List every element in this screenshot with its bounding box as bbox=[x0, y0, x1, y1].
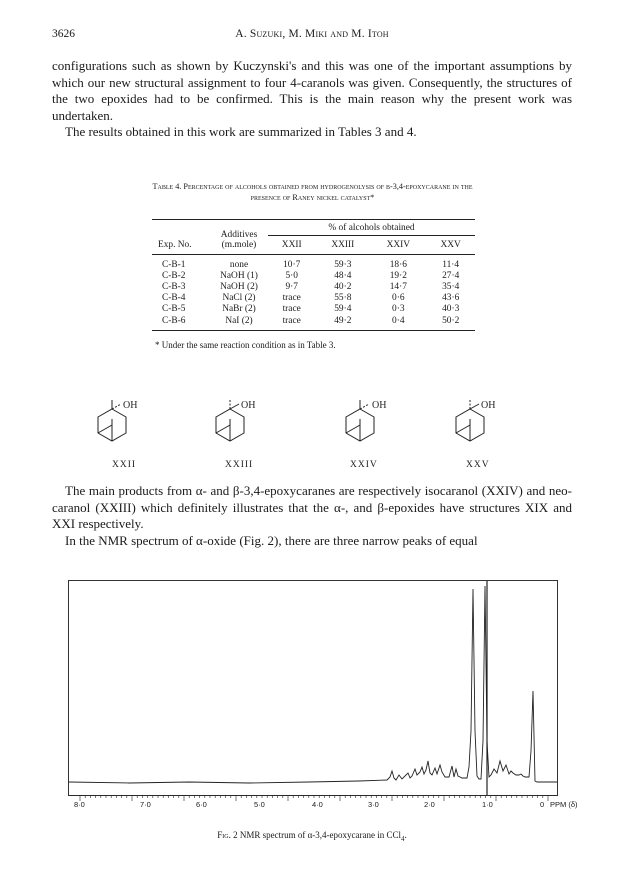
table-4-caption: Table 4. Percentage of alcohols obtained from hydrogenolysis of β-3,4-epoxycarane in the presence of Raney nickel catalyst* bbox=[152, 182, 473, 202]
oh-label: OH bbox=[123, 400, 138, 411]
col-header-alcohol: XXIV bbox=[386, 240, 411, 250]
structure-label: XXV bbox=[466, 460, 490, 470]
table-row bbox=[152, 255, 475, 271]
value-cell: 48·4 bbox=[334, 270, 352, 281]
additive-cell: NaCl (2) bbox=[222, 293, 256, 304]
structure-xxii bbox=[88, 397, 168, 453]
value-cell: 43·6 bbox=[442, 293, 460, 304]
col-header-alcohol: XXII bbox=[281, 240, 302, 250]
nmr-spectrum-frame bbox=[68, 580, 558, 796]
axis-tick-label: 1·0 bbox=[482, 800, 493, 809]
group-header-label: % of alcohols obtained bbox=[268, 223, 475, 236]
value-cell: 9·7 bbox=[285, 281, 298, 292]
figure-2-caption bbox=[0, 830, 624, 843]
value-cell: 0·6 bbox=[392, 293, 405, 304]
value-cell: 35·4 bbox=[442, 281, 460, 292]
table-row bbox=[152, 315, 475, 331]
discussion-paragraph bbox=[52, 483, 572, 549]
col-header-alcohol: XXV bbox=[440, 240, 461, 250]
value-cell: 19·2 bbox=[389, 270, 407, 281]
additive-cell: NaI (2) bbox=[225, 315, 253, 326]
structure-xxiv-drawing bbox=[330, 397, 410, 453]
intro-paragraph bbox=[52, 58, 572, 141]
structure-xxii-drawing bbox=[88, 397, 168, 453]
nmr-sentence: In the NMR spectrum of α-oxide (Fig. 2), there are three narrow peaks of equal bbox=[65, 532, 478, 548]
value-cell: 0·4 bbox=[392, 315, 405, 326]
oh-label: OH bbox=[241, 400, 256, 411]
structure-xxv-drawing bbox=[446, 397, 526, 453]
value-cell: 49·2 bbox=[334, 315, 352, 326]
value-cell: 59·4 bbox=[334, 304, 352, 315]
figure-2-caption-text: NMR spectrum of α-3,4-epoxycarane in CCl bbox=[239, 830, 402, 840]
value-cell: trace bbox=[282, 293, 301, 304]
exp-cell: C-B-4 bbox=[162, 293, 186, 304]
value-cell: 55·8 bbox=[334, 293, 352, 304]
page-number: 3626 bbox=[52, 28, 75, 40]
exp-cell: C-B-2 bbox=[162, 270, 186, 281]
structure-label: XXII bbox=[112, 460, 137, 470]
structure-label: XXIV bbox=[350, 460, 378, 470]
value-cell: 40·3 bbox=[442, 304, 460, 315]
exp-cell: C-B-3 bbox=[162, 281, 186, 292]
additive-cell: NaOH (1) bbox=[220, 270, 258, 281]
running-title-authors: A. Suzuki, M. Miki and M. Itoh bbox=[235, 28, 389, 40]
col-additives-line1: Additives bbox=[220, 230, 258, 240]
group-header bbox=[268, 220, 475, 239]
structure-xxv bbox=[446, 397, 526, 453]
col-additives-line2: (m.mole) bbox=[221, 240, 257, 250]
figure-2-label: Fig. 2 bbox=[217, 830, 238, 840]
discussion-text: The main products from α- and β-3,4-epoxycaranes are respectively isocaranol (XXIV) and neo-caranol (XXIII) which definitely illustrates that the α-, and β-epoxides have structures XIX and XXI respectively. bbox=[52, 483, 572, 531]
value-cell: 18·6 bbox=[389, 259, 407, 270]
value-cell: 50·2 bbox=[442, 315, 460, 326]
value-cell: 11·4 bbox=[442, 259, 460, 270]
axis-tick-label: 5·0 bbox=[254, 800, 265, 809]
exp-cell: C-B-5 bbox=[162, 304, 186, 315]
exp-cell: C-B-6 bbox=[162, 315, 186, 326]
axis-tick-label: 6·0 bbox=[196, 800, 207, 809]
results-sentence: The results obtained in this work are summarized in Tables 3 and 4. bbox=[65, 124, 417, 139]
additive-cell: none bbox=[229, 259, 249, 270]
figure-2-caption-end: . bbox=[404, 830, 407, 840]
col-exp-header-label: Exp. No. bbox=[158, 240, 192, 250]
exp-cell: C-B-1 bbox=[162, 259, 186, 270]
value-cell: 40·2 bbox=[334, 281, 352, 292]
nmr-spectrum-trace bbox=[69, 581, 557, 795]
oh-label: OH bbox=[481, 400, 496, 411]
axis-tick-label: 3·0 bbox=[368, 800, 379, 809]
axis-tick-label: 4·0 bbox=[312, 800, 323, 809]
col-additives-header bbox=[210, 220, 268, 255]
value-cell: 10·7 bbox=[283, 259, 301, 270]
value-cell: trace bbox=[282, 304, 301, 315]
value-cell: trace bbox=[282, 315, 301, 326]
value-cell: 59·3 bbox=[334, 259, 352, 270]
table-row bbox=[152, 270, 475, 281]
oh-label: OH bbox=[372, 400, 387, 411]
structure-xxiii bbox=[200, 397, 280, 453]
col-header-alcohol: XXIII bbox=[331, 240, 355, 250]
axis-tick-label: 0 bbox=[540, 800, 545, 809]
structure-xxiii-drawing bbox=[200, 397, 280, 453]
structure-xxiv bbox=[330, 397, 410, 453]
intro-paragraph-text: configurations such as shown by Kuczynski's and this was one of the important assumptions by which our new structural assignment to four 4-caranols was given. Consequently, the structures of the two epoxides had to be confirmed. This is the main reason why the present work was undertaken. bbox=[52, 58, 572, 123]
value-cell: 14·7 bbox=[389, 281, 407, 292]
axis-tick-label: 7·0 bbox=[140, 800, 151, 809]
additive-cell: NaBr (2) bbox=[222, 304, 256, 315]
additive-cell: NaOH (2) bbox=[220, 281, 258, 292]
table-4 bbox=[152, 219, 475, 331]
running-head bbox=[52, 28, 572, 42]
axis-unit-label: PPM (δ) bbox=[550, 800, 578, 809]
axis-tick-label: 2·0 bbox=[424, 800, 435, 809]
value-cell: 0·3 bbox=[392, 304, 405, 315]
value-cell: 27·4 bbox=[442, 270, 460, 281]
table-row bbox=[152, 304, 475, 315]
table-row bbox=[152, 293, 475, 304]
table-footnote: * Under the same reaction condition as in Table 3. bbox=[155, 340, 336, 350]
col-exp-header bbox=[152, 220, 210, 255]
value-cell: 5·0 bbox=[285, 270, 298, 281]
axis-tick-label: 8·0 bbox=[74, 800, 85, 809]
table-row bbox=[152, 281, 475, 292]
structure-label: XXIII bbox=[225, 460, 254, 470]
figure-2-caption-subscript: 4 bbox=[401, 834, 405, 843]
